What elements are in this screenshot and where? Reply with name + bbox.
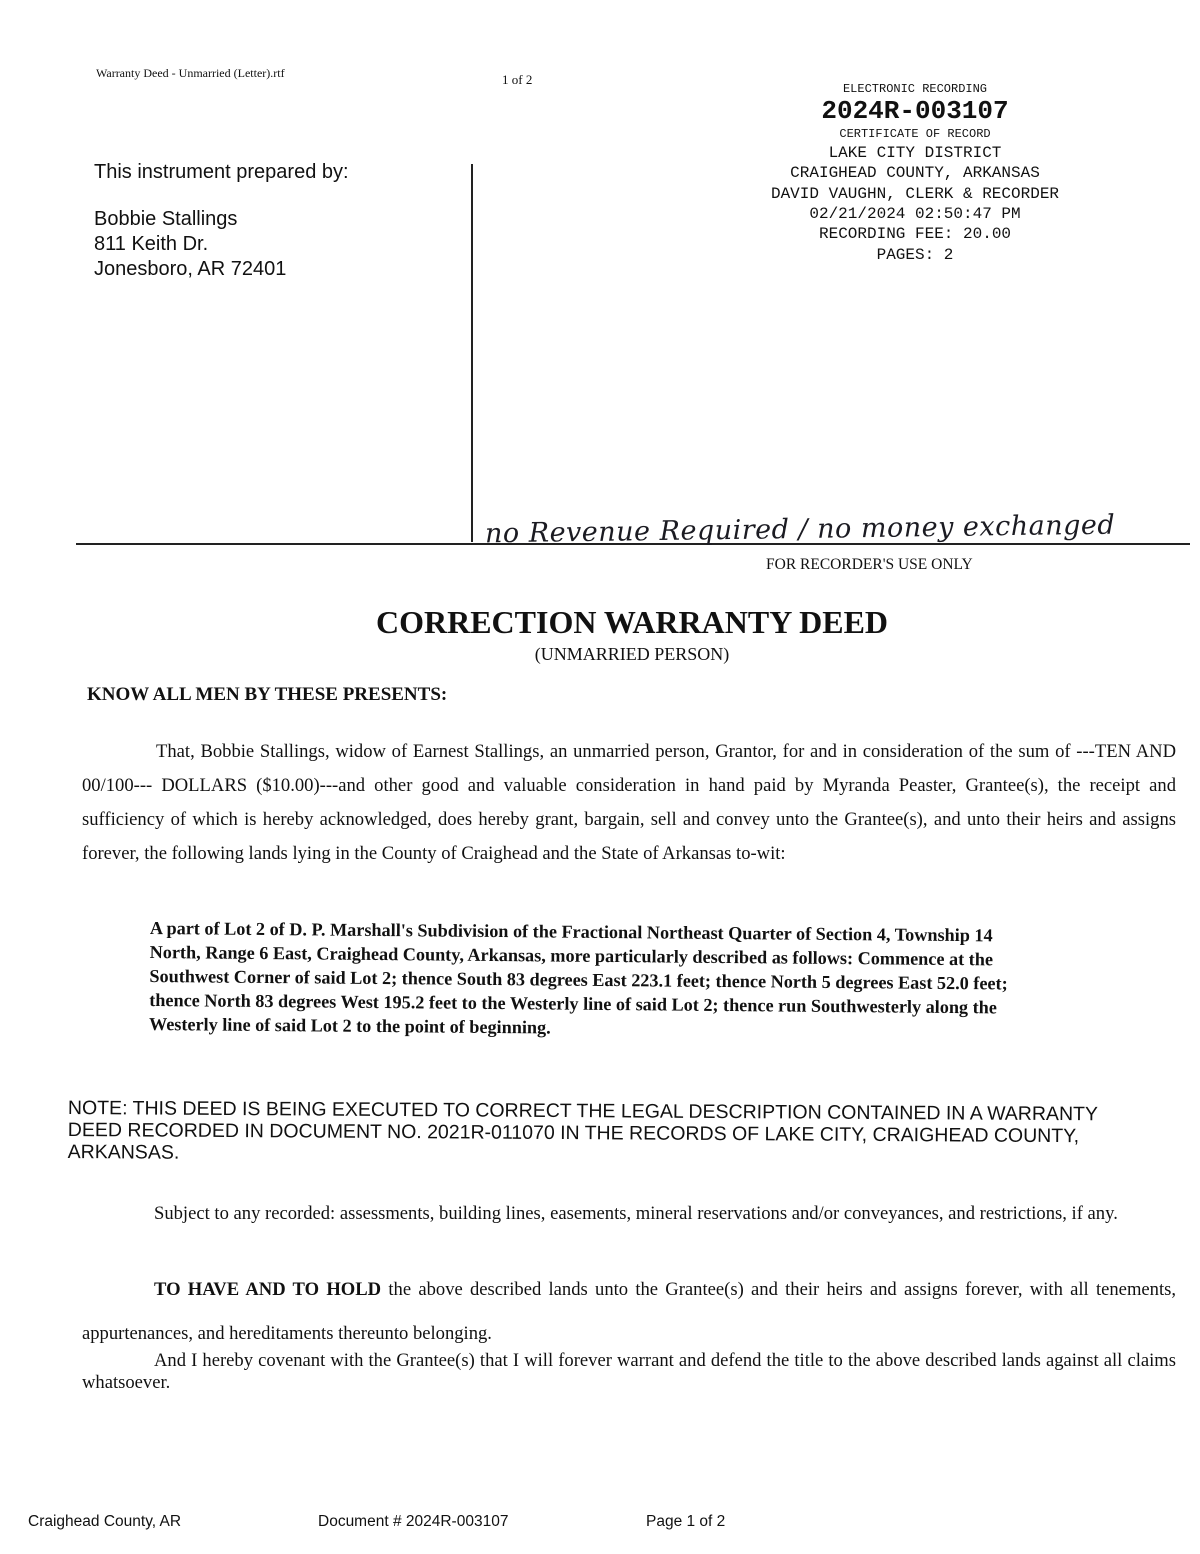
electronic-recording-stamp: [730, 82, 1100, 265]
granting-paragraph: That, Bobbie Stallings, widow of Earnest Stallings, an unmarried person, Grantor, for and in consideration of the sum of ---TEN AND 00/100--- DOLLARS ($10.00)---and other good and valuable consideration in hand paid by Myranda Peaster, Grantee(s), the receipt and sufficiency of which is hereby acknowledged, does hereby grant, bargain, sell and convey unto the Grantee(s), and unto their heirs and assigns forever, the following lands lying in the County of Craighead and the State of Arkansas to-wit:: [82, 741, 1176, 864]
know-all-men-heading: KNOW ALL MEN BY THESE PRESENTS:: [87, 684, 448, 705]
preparer-street: 811 Keith Dr.: [94, 233, 209, 255]
habendum-lead: TO HAVE AND TO HOLD: [154, 1279, 382, 1300]
subject-to-paragraph: Subject to any recorded: assessments, building lines, easements, mineral reservations and/or conveyances, and restrictions, if any.: [154, 1203, 1118, 1224]
covenant-paragraph: And I hereby covenant with the Grantee(s) that I will forever warrant and defend the title to the above described lands against all claims whatsoever.: [82, 1350, 1176, 1393]
recording-county: CRAIGHEAD COUNTY, ARKANSAS: [790, 164, 1040, 183]
source-file-name: Warranty Deed - Unmarried (Letter).rtf: [96, 66, 285, 80]
vertical-divider: [471, 164, 473, 542]
footer-page-number: Page 1 of 2: [646, 1513, 726, 1530]
preparer-label: This instrument prepared by:: [94, 161, 349, 183]
habendum-text: the above described lands unto the Grantee(s) and their heirs and assigns forever, with all tenements, appurtenances, and hereditaments thereunto belonging.: [82, 1279, 1177, 1344]
recording-label: ELECTRONIC RECORDING: [842, 82, 988, 96]
footer-document-number: Document # 2024R-003107: [318, 1513, 509, 1530]
recording-clerk: DAVID VAUGHN, CLERK & RECORDER: [770, 184, 1060, 203]
habendum-paragraph: [82, 1268, 1176, 1356]
preparer-block: [94, 160, 349, 282]
correction-note: NOTE: THIS DEED IS BEING EXECUTED TO CORRECT THE LEGAL DESCRIPTION CONTAINED IN A WARRANTY DEED RECORDED IN DOCUMENT NO. 2021R-011070 IN THE RECORDS OF LAKE CITY, CRAIGHEAD COUNTY, ARKANSAS.: [67, 1097, 1098, 1164]
recording-district: LAKE CITY DISTRICT: [828, 143, 1002, 162]
page-marker: 1 of 2: [502, 72, 533, 87]
footer-county: Craighead County, AR: [28, 1513, 182, 1530]
recording-fee: RECORDING FEE: 20.00: [818, 225, 1012, 244]
recording-number: 2024R-003107: [821, 96, 1009, 127]
recording-pages: PAGES: 2: [876, 245, 954, 264]
recording-timestamp: 02/21/2024 02:50:47 PM: [809, 205, 1021, 224]
preparer-name: Bobbie Stallings: [94, 208, 238, 230]
document-title: CORRECTION WARRANTY DEED: [375, 604, 889, 640]
recorder-use-label: FOR RECORDER'S USE ONLY: [766, 556, 973, 573]
preparer-city: Jonesboro, AR 72401: [94, 258, 287, 280]
certificate-label: CERTIFICATE OF RECORD: [839, 127, 991, 142]
handwritten-note: no Revenue Required / no money exchanged: [484, 509, 1116, 550]
legal-description: A part of Lot 2 of D. P. Marshall's Subdivision of the Fractional Northeast Quarter of Section 4, Township 14 North, Range 6 East, Craighead County, Arkansas, more particularly described as follows: Commence at the Southwest Corner of said Lot 2; thence South 83 degrees East 223.1 feet; thence North 5 degrees East 52.0 feet; thence North 83 degrees West 195.2 feet to the Westerly line of said Lot 2; thence run Southwesterly along the Westerly line of said Lot 2 to the point of beginning.: [148, 917, 1008, 1038]
document-subtitle: (UNMARRIED PERSON): [534, 644, 730, 664]
